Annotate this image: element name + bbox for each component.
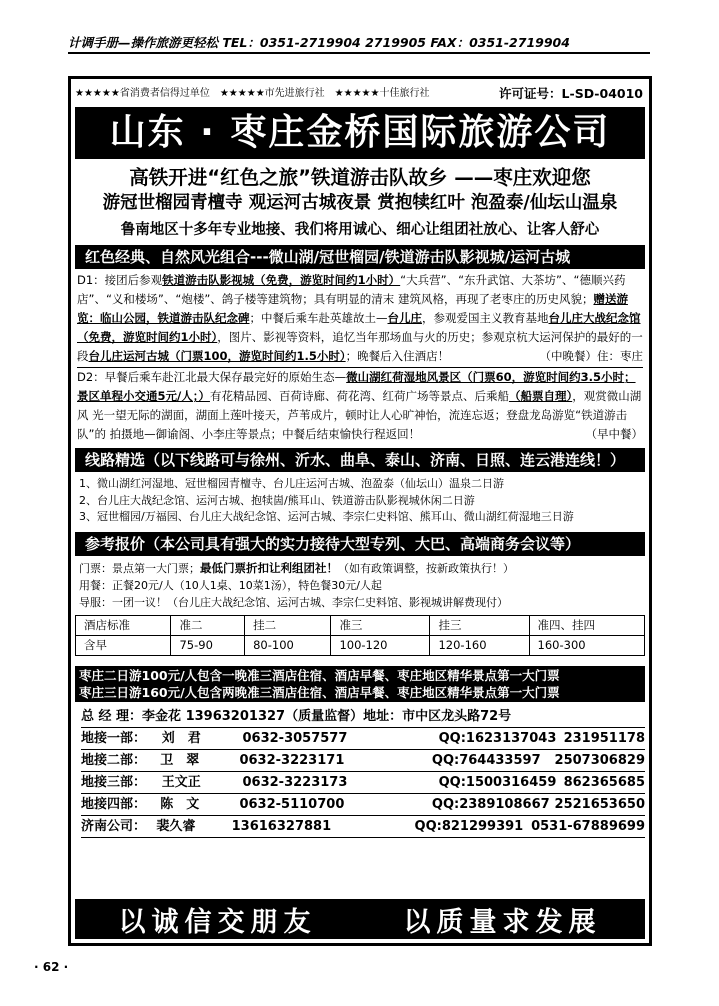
award-3: ★★★★★十佳旅行社 xyxy=(334,88,430,99)
package-three-day: 枣庄三日游160元/人包含两晚准三酒店住宿、酒店早餐、枣庄地区精华景点第一大门票 xyxy=(79,684,560,700)
advertisement-frame xyxy=(68,76,652,946)
itinerary-day-2: D2：早餐后乘车赴江北最大保存最完好的原始生态—微山湖红荷湿地风景区（门票60，游览时间约3.5小时；景区单程小交通5元/人；）有花精品园、百荷诗廊、荷花湾、红荷广场等景点、后乘船（船票自理），观赏微山湖风 光一望无际的湖面，湖面上莲叶接天，芦苇成片，顿时让人心旷神怡，流连忘返；登盘龙岛游览“铁道游击队”的 拍摄地—御谕阁、小李庄等景点；中餐后结束愉快行程返回！ （早中餐） xyxy=(77,368,643,444)
day-2-meals: （早中餐） xyxy=(585,427,643,441)
day-1-meals: （中晚餐）住：枣庄 xyxy=(539,349,643,363)
award-1: ★★★★★省消费者信得过单位 xyxy=(75,88,210,99)
package-two-day: 枣庄二日游100元/人包含一晚准三酒店住宿、酒店早餐、枣庄地区精华景点第一大门票 xyxy=(79,667,560,683)
contact-row: 济南公司： 裴久睿 13616327881 QQ:821299391 0531-67889699 xyxy=(81,816,645,838)
section-red-classic-title: 红色经典、自然风光组合---微山湖/冠世榴园/铁道游击队影视城/运河古城 xyxy=(75,245,645,269)
section-routes-title: 线路精选（以下线路可与徐州、沂水、曲阜、泰山、济南、日照、连云港连线！） xyxy=(75,448,645,472)
quote-details xyxy=(75,556,645,611)
contact-row: 地接一部： 刘 君 0632-3057577 QQ:1623137043 231951178 xyxy=(81,728,645,750)
contact-row: 地接四部： 陈 文 0632-5110700 QQ:2389108667 2521653650 xyxy=(81,794,645,816)
route-item: 3、冠世榴园/万福园、台儿庄大战纪念馆、运河古城、李宗仁史料馆、熊耳山、微山湖红荷湿地三日游 xyxy=(79,510,574,523)
contact-list xyxy=(75,706,645,838)
motto-bar xyxy=(75,899,645,939)
itinerary xyxy=(75,269,645,444)
header-contact-line: 计调手册—操作旅游更轻松 TEL：0351-2719904 2719905 FAX：0351-2719904 xyxy=(68,34,650,54)
itinerary-day-1: D1：接团后参观铁道游击队影视城（免费，游览时间约1小时）“大兵营”、“东升武馆、大茶坊”、“德顺兴药店”、“义和楼场”、“炮楼”、鸽子楼等建筑物；具有明显的清末 建筑风格，再现了老枣庄的历史风貌；赠送游览：临山公园，铁道游击队纪念碑；中餐后乘车赴英雄故土—台儿庄，参观爱国主义教育基地台儿庄大战纪念馆（免费，游览时间约1小时），图片、影视等资料，追忆当年那场血与火的历史；参观京杭大运河保护的最好的一段台儿庄运河古城（门票100，游览时间约1.5小时）；晚餐后入住酒店！ （中晚餐）住：枣庄 xyxy=(77,271,643,368)
slogan-attractions: 游冠世榴园青檀寺 观运河古城夜景 赏抱犊红叶 泡盈泰/仙坛山温泉 xyxy=(102,193,618,213)
motto-right: 以质量求发展 xyxy=(403,906,602,938)
award-2: ★★★★★市先进旅行社 xyxy=(219,88,325,99)
contact-row: 地接二部： 卫 翠 0632-3223171 QQ:764433597 2507306829 xyxy=(81,750,645,772)
hotel-price-table xyxy=(75,615,645,656)
table-row: 含早 75-90 80-100 100-120 120-160 160-300 xyxy=(76,635,645,655)
awards-row xyxy=(75,83,645,105)
route-list xyxy=(75,472,645,528)
guide-line: 导服：一团一议！（台儿庄大战纪念馆、运河古城、李宗仁史料馆、影视城讲解费现付） xyxy=(79,595,508,609)
route-item: 2、台儿庄大战纪念馆、运河古城、抱犊崮/熊耳山、铁道游击队影视城休闲二日游 xyxy=(79,493,475,507)
slogan-service: 鲁南地区十多年专业地接、我们将用诚心、细心让组团社放心、让客人舒心 xyxy=(120,222,600,238)
tickets-line: 门票：景点第一大门票；最低门票折扣让利组团社！（如有政策调整，按新政策执行！） xyxy=(79,560,514,575)
contact-row: 地接三部： 王文正 0632-3223173 QQ:1500316459 862365685 xyxy=(81,772,645,794)
page-number: · 62 · xyxy=(34,960,69,974)
company-title: 山东 · 枣庄金桥国际旅游公司 xyxy=(75,107,645,159)
slogan-main: 高铁开进“红色之旅”铁道游击队故乡 ——枣庄欢迎您 xyxy=(129,166,591,189)
route-item: 1、微山湖红河湿地、冠世榴园青檀寺、台儿庄运河古城、泡盈泰（仙坛山）温泉二日游 xyxy=(79,477,504,490)
table-header-row: 酒店标准 准二 挂二 准三 挂三 准四、挂四 xyxy=(76,615,645,635)
package-prices xyxy=(75,666,645,702)
general-manager: 总 经 理：李金花 13963201327（质量监督）地址：市中区龙头路72号 xyxy=(81,706,645,728)
motto-left: 以诚信交朋友 xyxy=(118,906,317,938)
section-quote-title: 参考报价（本公司具有强大的实力接待大型专列、大巴、高端商务会议等） xyxy=(75,532,645,556)
meals-line: 用餐：正餐20元/人（10人1桌、10菜1汤），特色餐30元/人起 xyxy=(79,578,382,592)
license-number: 许可证号：L-SD-04010 xyxy=(499,86,643,101)
